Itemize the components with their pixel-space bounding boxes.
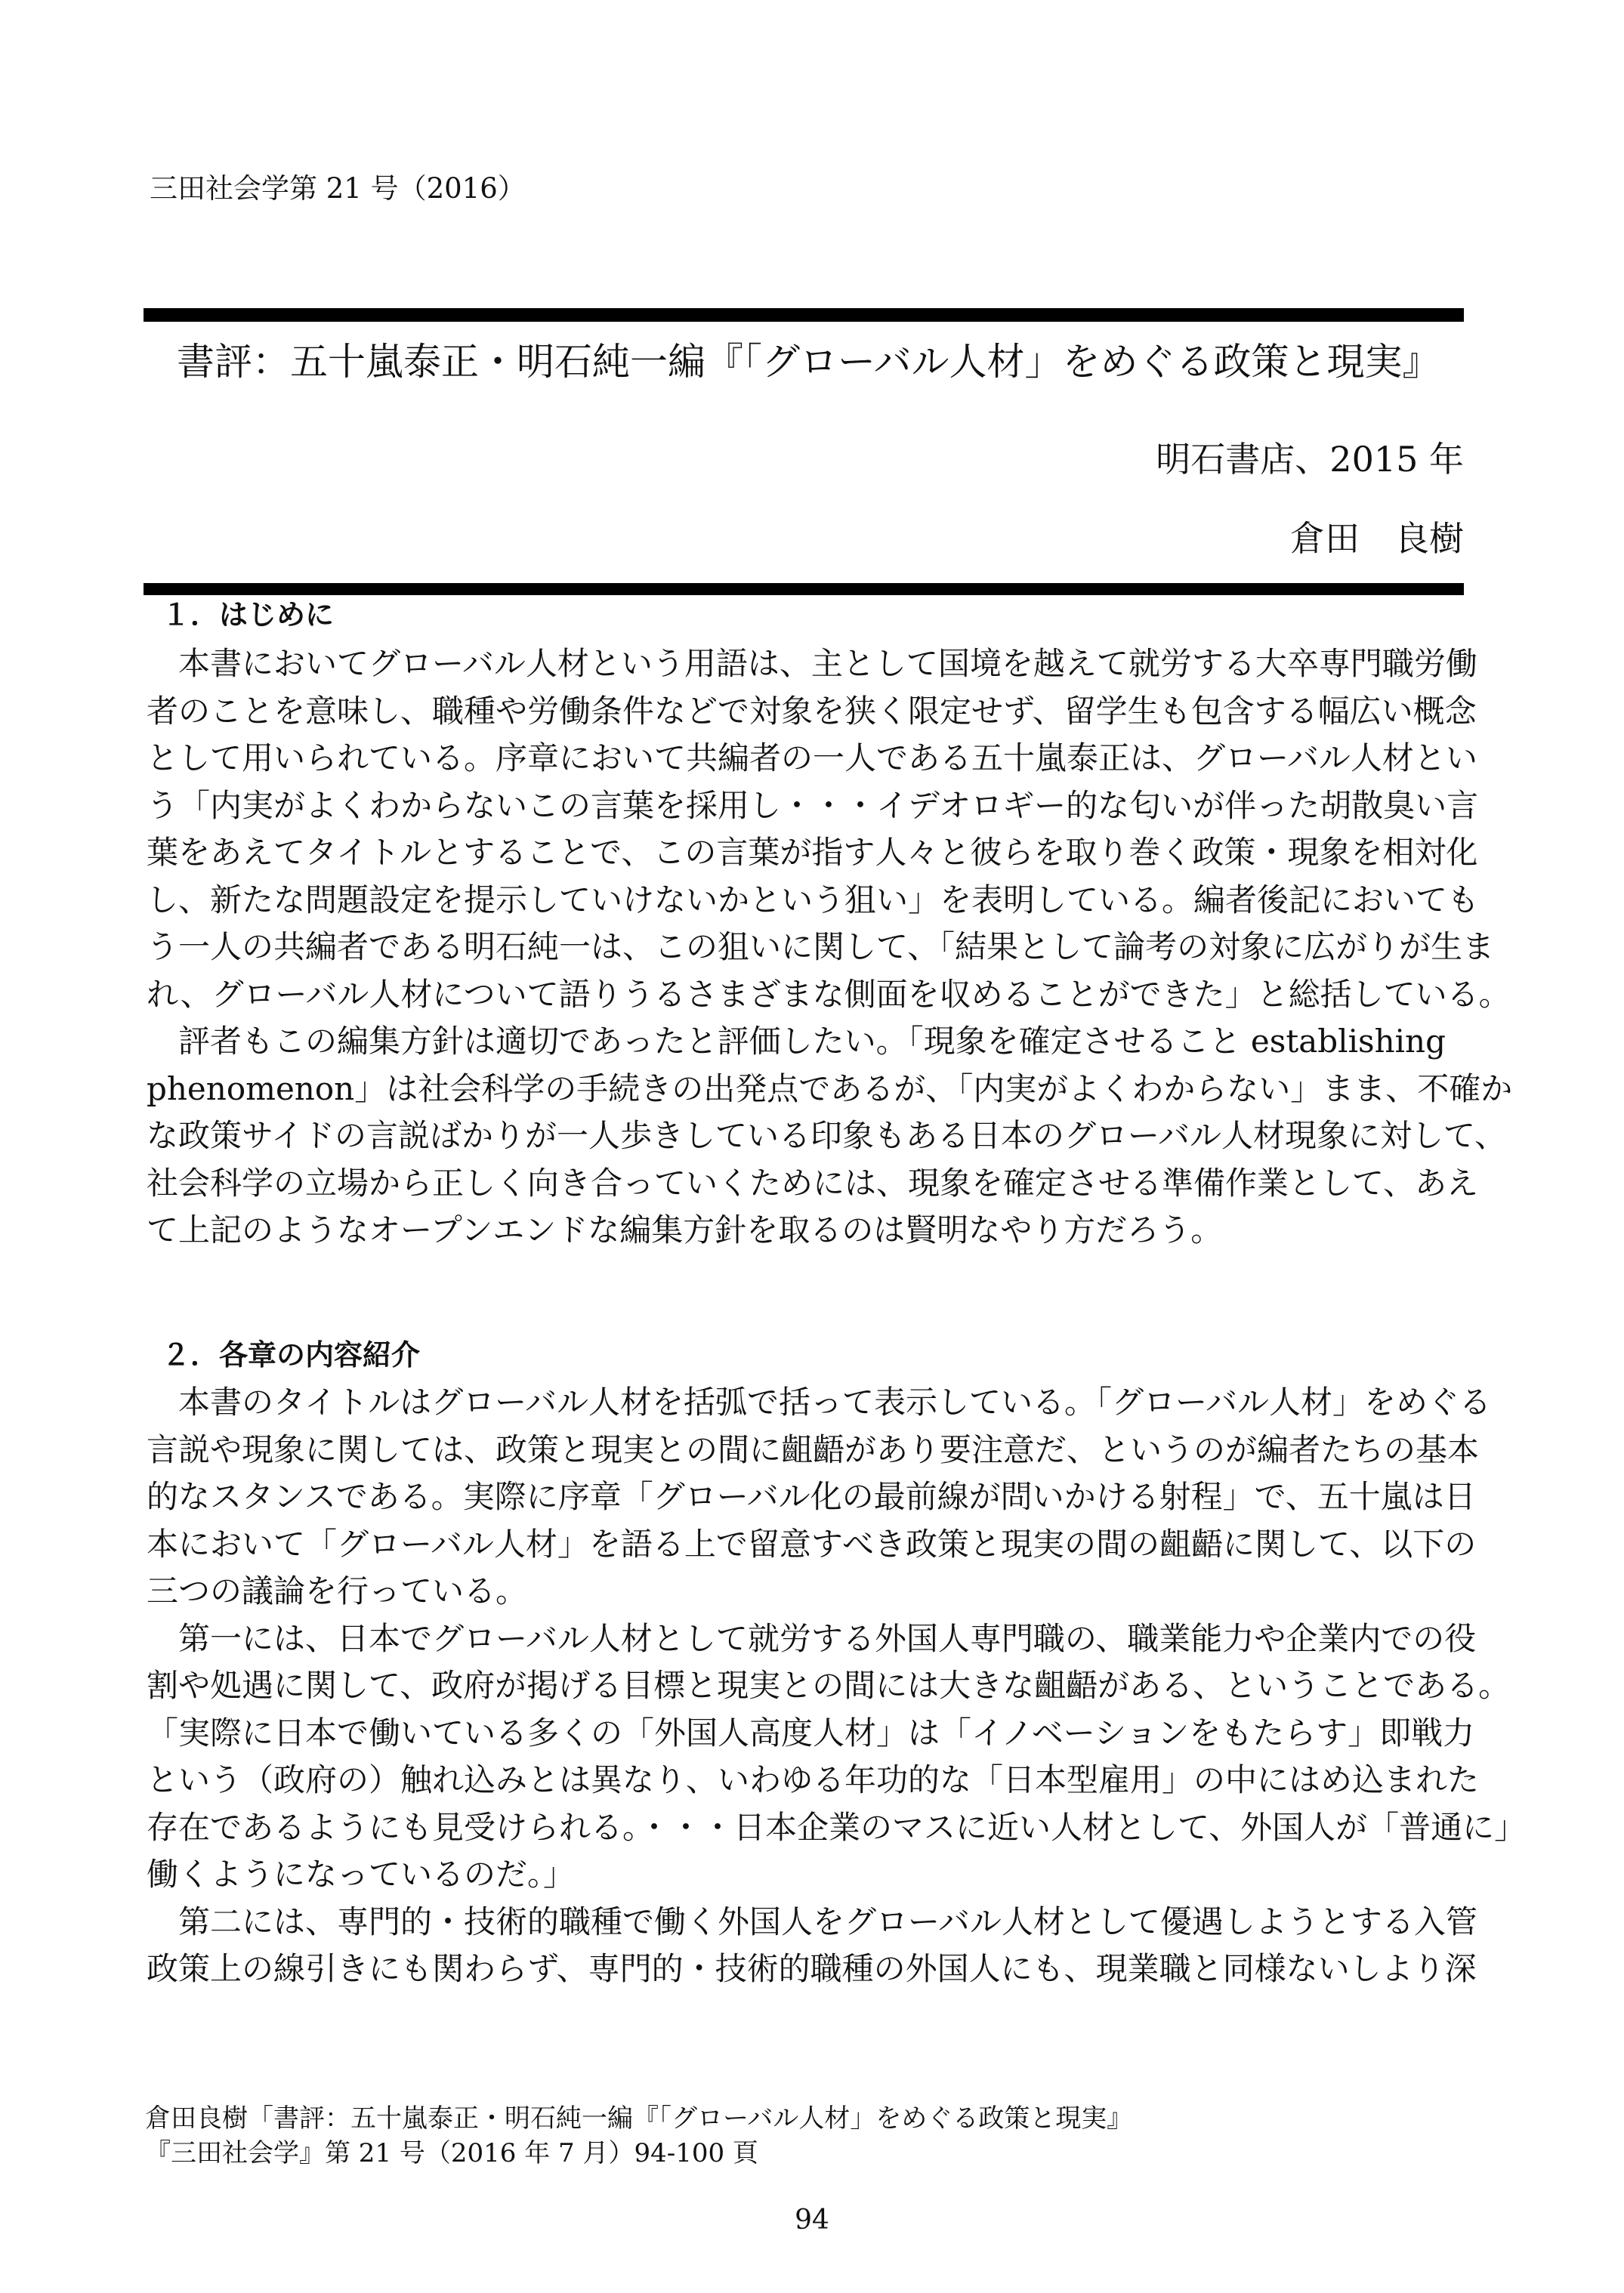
- citation-line: 倉田良樹「書評：五十嵐泰正・明石純一編『「グローバル人材」をめぐる政策と現実』: [145, 2103, 1133, 2134]
- journal-header: 三田社会学第 21 号（2016）: [150, 172, 526, 205]
- body-line: phenomenon」は社会科学の手続きの出発点であるが、「内実がよくわからない」まま、不確か: [147, 1069, 1513, 1107]
- body-line: う「内実がよくわからないこの言葉を採用し・・・イデオロギー的な匂いが伴った胡散臭い言: [147, 786, 1479, 824]
- section-heading-introduction: １．はじめに: [162, 598, 335, 631]
- title-bottom-rule: [144, 583, 1464, 595]
- body-line: 第一には、日本でグローバル人材として就労する外国人専門職の、職業能力や企業内での役: [147, 1619, 1477, 1657]
- body-line: 社会科学の立場から正しく向き合っていくためには、現象を確定させる準備作業として、あえ: [147, 1164, 1479, 1202]
- publisher-line: 明石書店、2015 年: [1156, 439, 1464, 480]
- body-line: 本書においてグローバル人材という用語は、主として国境を越えて就労する大卒専門職労働: [147, 645, 1477, 682]
- body-line: て上記のようなオープンエンドな編集方針を取るのは賢明なやり方だろう。: [147, 1211, 1223, 1248]
- section-body-chapter-overview: [147, 1379, 1527, 1993]
- body-line: という（政府の）触れ込みとは異なり、いわゆる年功的な「日本型雇用」の中にはめ込まれた: [147, 1761, 1480, 1798]
- body-line: 評者もこの編集方針は適切であったと評価したい。「現象を確定させること establishing: [147, 1023, 1446, 1060]
- body-line: れ、グローバル人材について語りうるさまざまな側面を収めることができた」と総括している。: [147, 975, 1511, 1013]
- review-title: 書評：五十嵐泰正・明石純一編『「グローバル人材」をめぐる政策と現実』: [177, 340, 1440, 384]
- body-line: う一人の共編者である明石純一は、この狙いに関して、「結果として論考の対象に広がりが生ま: [147, 928, 1495, 965]
- section-heading-chapter-overview: ２．各章の内容紹介: [162, 1338, 421, 1372]
- section-body-introduction: [147, 640, 1513, 1255]
- title-top-rule: [144, 308, 1464, 322]
- body-line: 本書のタイトルはグローバル人材を括弧で括って表示している。「グローバル人材」をめぐる: [147, 1384, 1491, 1421]
- body-line: し、新たな問題設定を提示していけないかという狙い」を表明している。編者後記においても: [147, 881, 1480, 918]
- body-line: 言説や現象に関しては、政策と現実との間に齟齬があり要注意だ、というのが編者たちの基本: [147, 1430, 1480, 1468]
- page-number: 94: [795, 2205, 829, 2236]
- body-line: 者のことを意味し、職種や労働条件などで対象を狭く限定せず、留学生も包含する幅広い概念: [147, 692, 1477, 730]
- body-line: 三つの議論を行っている。: [147, 1572, 528, 1609]
- body-line: 第二には、専門的・技術的職種で働く外国人をグローバル人材として優遇しようとする入管: [147, 1903, 1477, 1940]
- body-line: な政策サイドの言説ばかりが一人歩きしている印象もある日本のグローバル人材現象に対して、: [147, 1117, 1507, 1154]
- body-line: 政策上の線引きにも関わらず、専門的・技術的職種の外国人にも、現業職と同様ないしより深: [147, 1950, 1477, 1987]
- footer-citation: [145, 2101, 1132, 2171]
- body-line: として用いられている。序章において共編者の一人である五十嵐泰正は、グローバル人材とい: [147, 739, 1477, 776]
- citation-line: 『三田社会学』第 21 号（2016 年 7 月）94-100 頁: [145, 2138, 758, 2168]
- body-line: 本において「グローバル人材」を語る上で留意すべき政策と現実の間の齟齬に関して、以下の: [147, 1525, 1477, 1563]
- body-line: 働くようになっているのだ。」: [147, 1856, 576, 1893]
- body-line: 葉をあえてタイトルとすることで、この言葉が指す人々と彼らを取り巻く政策・現象を相対化: [147, 834, 1478, 871]
- body-line: 的なスタンスである。実際に序章「グローバル化の最前線が問いかける射程」で、五十嵐は日: [147, 1478, 1476, 1515]
- body-line: 割や処遇に関して、政府が掲げる目標と現実との間には大きな齟齬がある、ということである。: [147, 1667, 1511, 1704]
- reviewer-name: 倉田 良樹: [1290, 518, 1464, 559]
- body-line: 存在であるようにも見受けられる。・・・日本企業のマスに近い人材として、外国人が「普通に」: [147, 1808, 1527, 1846]
- body-line: 「実際に日本で働いている多くの「外国人高度人材」は「イノベーションをもたらす」即戦力: [147, 1714, 1475, 1751]
